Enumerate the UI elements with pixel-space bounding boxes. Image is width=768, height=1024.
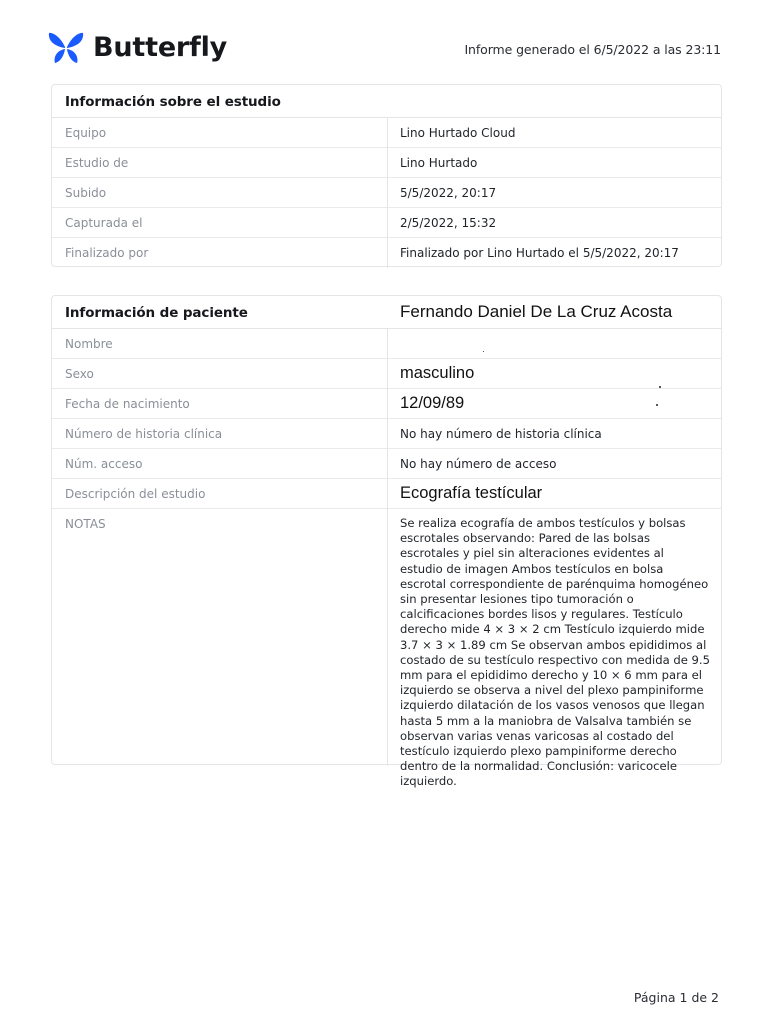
patient-row-nombre — [52, 329, 721, 359]
study-info-title: Información sobre el estudio — [65, 94, 281, 110]
row-label: Estudio de — [65, 156, 129, 170]
column-divider — [387, 178, 388, 207]
stray-mark — [656, 404, 658, 406]
patient-info-title: Información de paciente — [65, 305, 248, 321]
study-info-card — [51, 84, 722, 267]
study-info-header — [52, 85, 721, 118]
row-value: masculino — [400, 364, 475, 382]
row-value: 5/5/2022, 20:17 — [400, 186, 497, 200]
row-value: 12/09/89 — [400, 394, 465, 412]
row-label: Núm. acceso — [65, 457, 143, 471]
column-divider — [387, 329, 388, 358]
stray-mark — [483, 351, 484, 352]
row-label: Capturada el — [65, 216, 143, 230]
row-value: Lino Hurtado — [400, 156, 478, 170]
study-row-finalizado — [52, 238, 721, 268]
patient-row-acceso — [52, 449, 721, 479]
page-number: Página 1 de 2 — [633, 990, 719, 1005]
row-label: Número de historia clínica — [65, 427, 223, 441]
column-divider — [387, 208, 388, 237]
patient-name-overlay: Fernando Daniel De La Cruz Acosta — [400, 302, 673, 321]
patient-info-rows — [52, 329, 721, 789]
row-value: 2/5/2022, 15:32 — [400, 216, 497, 230]
row-label: Nombre — [65, 337, 113, 351]
patient-row-sexo — [52, 359, 721, 389]
report-header — [0, 0, 768, 84]
patient-info-card — [51, 295, 722, 789]
column-divider — [387, 238, 388, 268]
row-label: Sexo — [65, 367, 94, 381]
column-divider — [387, 419, 388, 448]
column-divider — [387, 509, 388, 766]
row-value: No hay número de historia clínica — [400, 427, 602, 441]
stray-mark — [659, 386, 661, 388]
row-label: Subido — [65, 186, 107, 200]
patient-row-historia-clinica — [52, 419, 721, 449]
column-divider — [387, 359, 388, 388]
column-divider — [387, 449, 388, 478]
patient-row-fecha-nacimiento — [52, 389, 721, 419]
study-row-estudio-de — [52, 148, 721, 178]
notes-label: NOTAS — [65, 517, 106, 531]
study-info-rows — [52, 118, 721, 268]
report-generated-date: Informe generado el 6/5/2022 a las 23:11 — [464, 42, 721, 57]
row-value: No hay número de acceso — [400, 457, 557, 471]
patient-row-notas — [52, 509, 721, 789]
brand-name: Butterfly — [93, 32, 228, 63]
row-label: Equipo — [65, 126, 107, 140]
patient-info-header — [52, 296, 721, 329]
row-value: Lino Hurtado Cloud — [400, 126, 516, 140]
column-divider — [387, 118, 388, 147]
patient-row-descripcion — [52, 479, 721, 509]
row-label: Finalizado por — [65, 246, 149, 260]
row-label: Descripción del estudio — [65, 487, 206, 501]
column-divider — [387, 389, 388, 418]
study-row-equipo — [52, 118, 721, 148]
column-divider — [387, 479, 388, 508]
study-row-subido — [52, 178, 721, 208]
row-label: Fecha de nacimiento — [65, 397, 190, 411]
row-value: Ecografía testícular — [400, 484, 543, 502]
butterfly-icon — [48, 30, 84, 66]
row-value: Finalizado por Lino Hurtado el 5/5/2022, 20:17 — [400, 246, 679, 260]
notes-text: Se realiza ecografía de ambos testículos y bolsas escrotales observando: Pared de las bolsas escrotales y piel sin alteraciones evidentes al estudio de imagen Ambos testículos en bolsa escrotal correspondiente de parénquima homogéneo sin presentar lesiones tipo tumoración o calcificaciones bordes lisos y regulares. Testículo derecho mide 4 × 3 × 2 cm Testículo izquierdo mide 3.7 × 3 × 1.89 cm Se observan ambos epididimos al costado de su testículo respectivo con medida de 9.5 mm para el epididimo derecho y 10 × 6 mm para el izquierdo se observa a nivel del plexo pampiniforme izquierdo dilatación de los vasos venosos que llegan hasta 5 mm a la maniobra de Valsalva también se observan varias venas varicosas al costado del testículo izquierdo plexo pampiniforme derecho dentro de la normalidad. Conclusión: varicocele izquierdo. — [400, 516, 710, 789]
column-divider — [387, 148, 388, 177]
study-row-capturada — [52, 208, 721, 238]
brand-logo — [48, 30, 227, 66]
